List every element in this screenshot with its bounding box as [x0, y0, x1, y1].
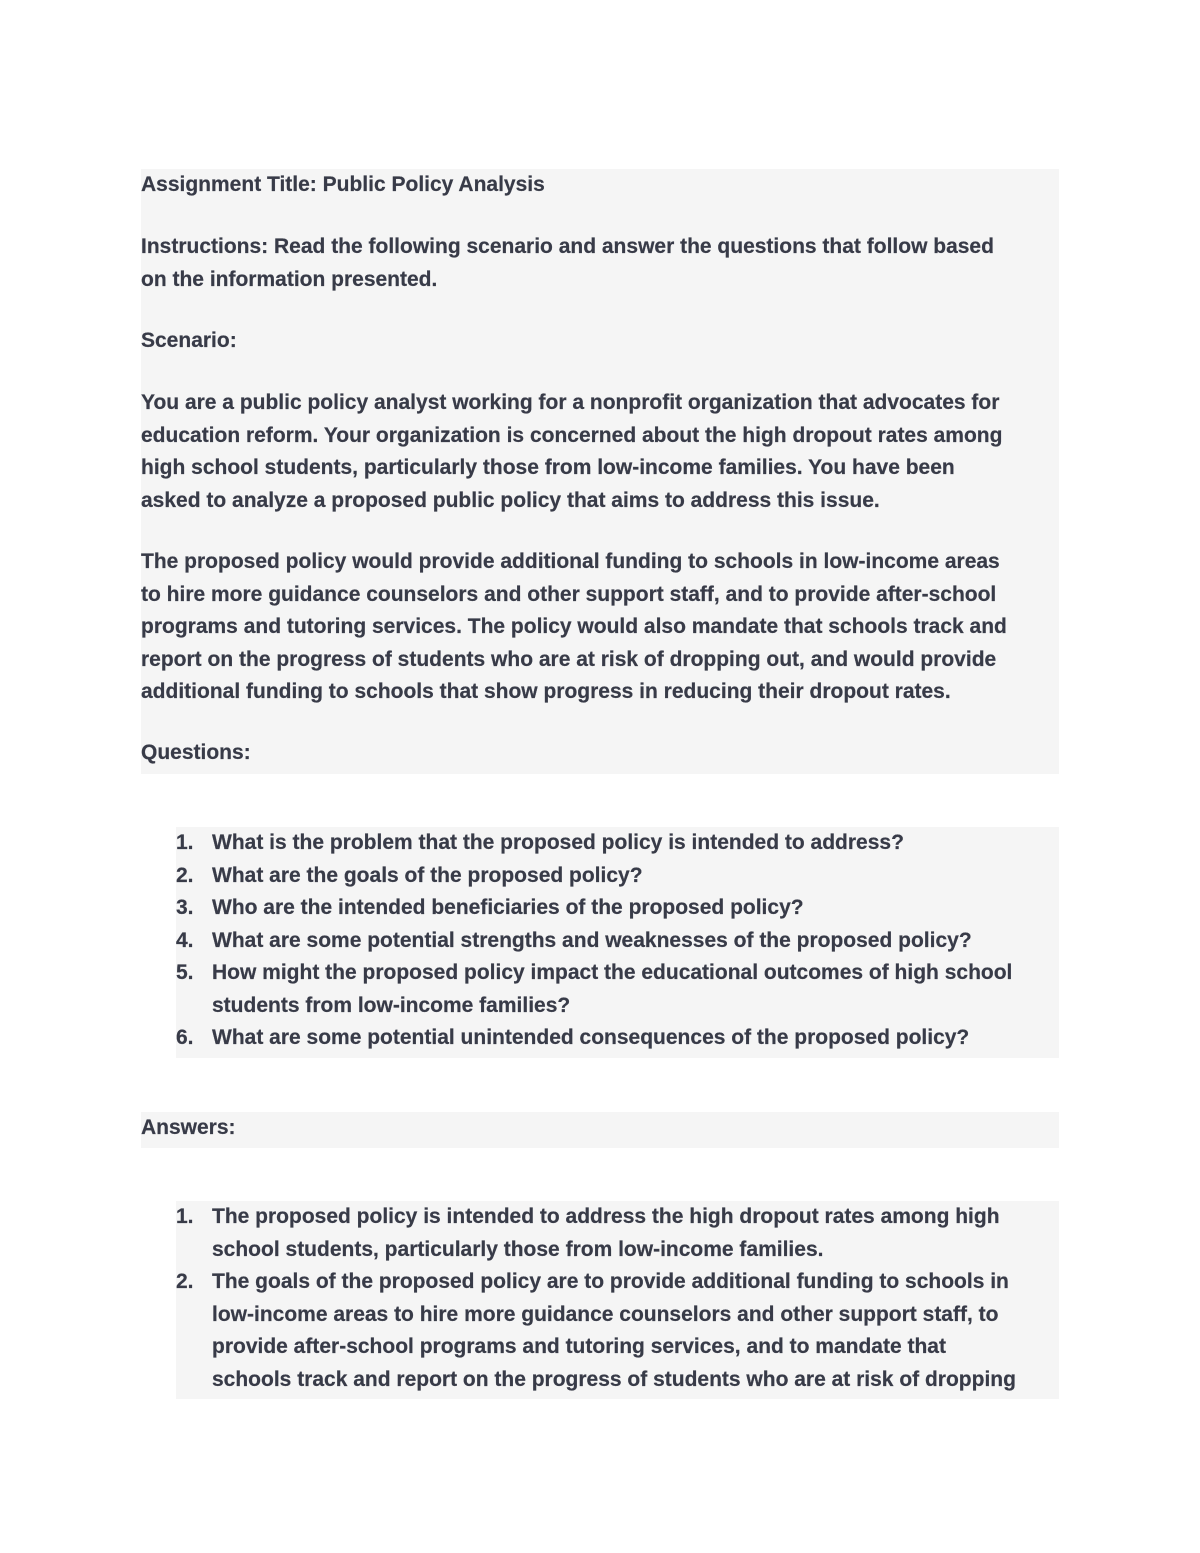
question-number: 4.: [176, 928, 194, 952]
questions-heading: Questions:: [141, 741, 251, 764]
scenario-heading: Scenario:: [141, 329, 237, 352]
instructions-line-1: Instructions: Read the following scenario and answer the questions that follow based: [141, 235, 994, 258]
question-text: What is the problem that the proposed policy is intended to address?: [212, 831, 904, 854]
questions-list: [176, 827, 1059, 1055]
question-number: 1.: [176, 831, 194, 854]
answers-heading: Answers:: [141, 1116, 236, 1139]
question-item: [176, 892, 1059, 925]
answer-item: [176, 1266, 1059, 1396]
answer-text-line-2: low-income areas to hire more guidance counselors and other support staff, to: [212, 1302, 999, 1326]
question-number: 6.: [176, 1026, 194, 1049]
answer-item: [176, 1201, 1059, 1266]
answer-number: 2.: [176, 1270, 194, 1293]
scenario-p2-line-3: programs and tutoring services. The policy would also mandate that schools track and: [141, 615, 1007, 638]
answers-heading-section: [141, 1112, 1059, 1148]
question-text: Who are the intended beneficiaries of the proposed policy?: [212, 896, 804, 919]
scenario-p1-line-2: education reform. Your organization is concerned about the high dropout rates among: [141, 423, 1003, 447]
question-item: [176, 1022, 1059, 1055]
scenario-p2-line-4: report on the progress of students who are at risk of dropping out, and would provide: [141, 647, 997, 671]
question-text: What are some potential unintended consequences of the proposed policy?: [212, 1026, 970, 1049]
answer-text-line-1: The proposed policy is intended to address the high dropout rates among high: [212, 1205, 1000, 1228]
answer-text-line-3: provide after-school programs and tutoring services, and to mandate that: [212, 1335, 946, 1358]
answer-number: 1.: [176, 1205, 194, 1228]
question-item: [176, 860, 1059, 893]
scenario-p2-line-2: to hire more guidance counselors and other support staff, and to provide after-school: [141, 582, 997, 606]
scenario-p2-line-1: The proposed policy would provide additional funding to schools in low-income areas: [141, 550, 1000, 573]
question-number: 2.: [176, 863, 194, 887]
instructions-line-2: on the information presented.: [141, 267, 438, 291]
scenario-p1-line-3: high school students, particularly those from low-income families. You have been: [141, 456, 955, 479]
answers-list-section: [176, 1201, 1059, 1399]
question-item: [176, 925, 1059, 958]
scenario-section: [141, 169, 1059, 774]
answers-list: [176, 1201, 1059, 1396]
question-text: What are the goals of the proposed policy?: [212, 863, 643, 887]
questions-list-section: [176, 827, 1059, 1058]
question-text-line-1: How might the proposed policy impact the educational outcomes of high school: [212, 961, 1013, 984]
question-number: 5.: [176, 961, 194, 984]
answer-text-line-1: The goals of the proposed policy are to provide additional funding to schools in: [212, 1270, 1009, 1293]
answer-text-line-4: schools track and report on the progress of students who are at risk of dropping: [212, 1367, 1016, 1391]
assignment-title: Assignment Title: Public Policy Analysis: [141, 173, 545, 196]
scenario-p1-line-1: You are a public policy analyst working for a nonprofit organization that advocates for: [141, 391, 1000, 414]
answer-text-line-2: school students, particularly those from low-income families.: [212, 1237, 824, 1261]
question-item: [176, 957, 1059, 1022]
question-text: What are some potential strengths and weaknesses of the proposed policy?: [212, 928, 972, 952]
question-item: [176, 827, 1059, 860]
question-text-line-2: students from low-income families?: [212, 993, 571, 1017]
scenario-p1-line-4: asked to analyze a proposed public policy that aims to address this issue.: [141, 488, 880, 512]
scenario-p2-line-5: additional funding to schools that show progress in reducing their dropout rates.: [141, 680, 951, 703]
question-number: 3.: [176, 896, 194, 919]
